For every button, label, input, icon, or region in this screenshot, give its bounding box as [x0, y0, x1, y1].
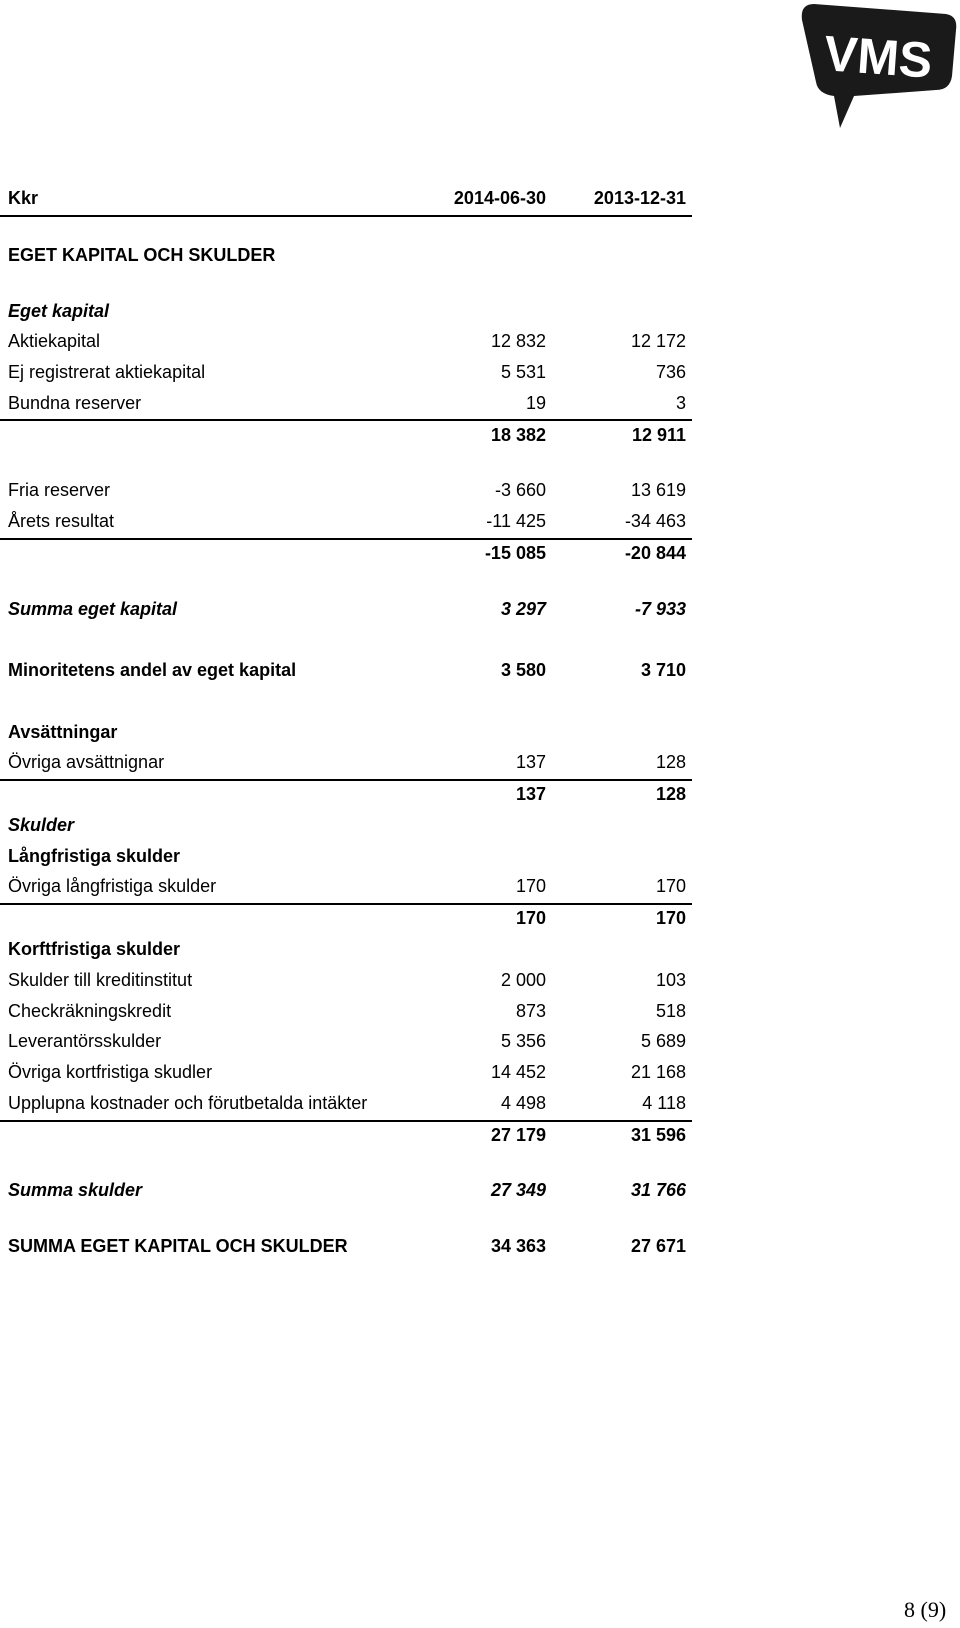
column-header-2014: 2014-06-30: [453, 188, 546, 208]
subtotal-value-2013: 31 596: [630, 1125, 686, 1145]
row-label: Skulder till kreditinstitut: [8, 970, 193, 990]
row-value-2013: 13 619: [630, 480, 686, 500]
subtotal-rule: [0, 538, 692, 540]
subtotal-value-2014: -15 085: [484, 543, 546, 563]
row-label: Ej registrerat aktiekapital: [8, 362, 206, 382]
summa-eget-kapital-2014: 3 297: [500, 599, 546, 619]
row-label: Övriga kortfristiga skudler: [8, 1062, 213, 1082]
row-value-2013: 128: [655, 752, 686, 772]
row-label: Aktiekapital: [8, 331, 101, 351]
row-value-2013: 3: [675, 393, 686, 413]
logo-text: VMS: [822, 25, 935, 89]
section-title: EGET KAPITAL OCH SKULDER: [8, 245, 276, 265]
row-value-2014: 5 531: [500, 362, 546, 382]
row-value-2014: 12 832: [490, 331, 546, 351]
kortfristiga-heading: Korftfristiga skulder: [8, 939, 181, 959]
row-value-2013: 4 118: [642, 1093, 686, 1113]
row-label: Checkräkningskredit: [8, 1001, 172, 1021]
row-value-2014: 4 498: [500, 1093, 546, 1113]
row-label: Övriga långfristiga skulder: [8, 876, 217, 896]
row-value-2013: 5 689: [640, 1031, 686, 1051]
row-value-2014: 137: [515, 752, 546, 772]
grand-total-2013: 27 671: [630, 1236, 686, 1256]
row-value-2014: 170: [515, 876, 546, 896]
langfristiga-heading: Långfristiga skulder: [8, 846, 181, 866]
skulder-heading: Skulder: [8, 815, 75, 835]
grand-total-2014: 34 363: [490, 1236, 546, 1256]
summa-eget-kapital-label: Summa eget kapital: [8, 599, 178, 619]
row-value-2013: 170: [655, 876, 686, 896]
subtotal-rule: [0, 1120, 692, 1122]
vms-logo-icon: [796, 0, 960, 132]
subtotal-rule: [0, 903, 692, 905]
subtotal-value-2013: -20 844: [624, 543, 686, 563]
subtotal-rule: [0, 419, 692, 421]
row-value-2013: 736: [655, 362, 686, 382]
unit-label: Kkr: [8, 188, 39, 208]
row-label: Fria reserver: [8, 480, 111, 500]
eget-kapital-heading: Eget kapital: [8, 301, 110, 321]
row-value-2014: 2 000: [500, 970, 546, 990]
row-value-2013: 21 168: [630, 1062, 686, 1082]
minoritet-label: Minoritetens andel av eget kapital: [8, 660, 297, 680]
subtotal-value-2014: 137: [515, 784, 546, 804]
row-label: Årets resultat: [8, 511, 115, 531]
summa-skulder-2013: 31 766: [630, 1180, 686, 1200]
column-header-2013: 2013-12-31: [593, 188, 686, 208]
page-number: 8 (9): [904, 1597, 947, 1622]
row-value-2013: 103: [655, 970, 686, 990]
summa-skulder-2014: 27 349: [490, 1180, 546, 1200]
row-label: Övriga avsättnignar: [8, 752, 165, 772]
header-rule: [0, 215, 692, 217]
subtotal-value-2014: 170: [515, 908, 546, 928]
row-label: Bundna reserver: [8, 393, 142, 413]
subtotal-value-2013: 128: [655, 784, 686, 804]
row-value-2014: -3 660: [494, 480, 546, 500]
subtotal-value-2014: 18 382: [490, 425, 546, 445]
subtotal-value-2014: 27 179: [490, 1125, 546, 1145]
row-value-2014: 873: [515, 1001, 546, 1021]
row-value-2014: 5 356: [500, 1031, 546, 1051]
row-value-2014: 14 452: [490, 1062, 546, 1082]
avsattningar-heading: Avsättningar: [8, 722, 118, 742]
subtotal-value-2013: 12 911: [631, 425, 686, 445]
summa-skulder-label: Summa skulder: [8, 1180, 143, 1200]
row-value-2014: -11 425: [486, 511, 546, 531]
minoritet-value-2014: 3 580: [500, 660, 546, 680]
subtotal-rule: [0, 779, 692, 781]
row-value-2013: 12 172: [630, 331, 686, 351]
subtotal-value-2013: 170: [655, 908, 686, 928]
row-label: Leverantörsskulder: [8, 1031, 162, 1051]
minoritet-value-2013: 3 710: [640, 660, 686, 680]
row-value-2013: -34 463: [624, 511, 686, 531]
grand-total-label: SUMMA EGET KAPITAL OCH SKULDER: [8, 1236, 348, 1256]
row-label: Upplupna kostnader och förutbetalda intäkter: [8, 1093, 368, 1113]
summa-eget-kapital-2013: -7 933: [634, 599, 686, 619]
row-value-2013: 518: [655, 1001, 686, 1021]
row-value-2014: 19: [525, 393, 546, 413]
